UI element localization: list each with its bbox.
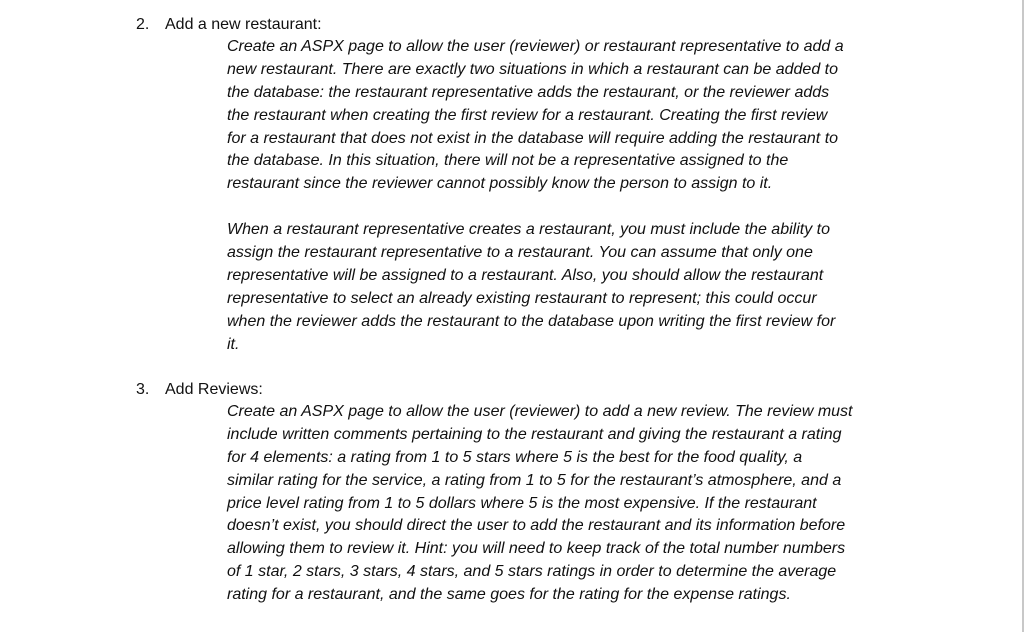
paragraph-add-restaurant-intro [0,36,1024,196]
text-line: similar rating for the service, a rating from 1 to 5 for the restaurant’s atmosphere, and a [227,471,842,489]
text-line: restaurant since the reviewer cannot possibly know the person to assign to it. [227,175,773,193]
text-line: rating for a restaurant, and the same goes for the rating for the expense ratings. [227,586,791,604]
paragraph-add-reviews [0,401,1024,607]
text-line: when the reviewer adds the restaurant to the database upon writing the first review for [227,312,836,330]
text-line: Create an ASPX page to allow the user (reviewer) or restaurant representative to add a [227,38,844,55]
text-line: for a restaurant that does not exist in the database will require adding the restaurant to [227,129,839,147]
list-number: 2. [136,16,150,33]
text-line: the database. In this situation, there will not be a representative assigned to the [227,152,789,170]
text-line: the database: the restaurant representative adds the restaurant, or the reviewer adds [227,83,830,101]
text-line: assign the restaurant representative to a restaurant. You can assume that only one [227,244,813,262]
text-line: allowing them to review it. Hint: you will need to keep track of the total number numbers [227,540,846,558]
list-number: 3. [136,381,150,398]
text-line: price level rating from 1 to 5 dollars where 5 is the most expensive. If the restaurant [227,494,817,512]
paragraph-representative-assignment [0,219,1024,356]
text-line: include written comments pertaining to the restaurant and giving the restaurant a rating [227,425,842,443]
text-line: representative to select an already existing restaurant to represent; this could occur [227,289,817,307]
text-line: representative will be assigned to a restaurant. Also, you should allow the restaurant [227,267,824,285]
list-item-add-reviews [0,379,1024,607]
list-item-add-restaurant [0,14,1024,357]
text-line: Create an ASPX page to allow the user (reviewer) to add a new review. The review must [227,403,853,420]
text-line: for 4 elements: a rating from 1 to 5 stars where 5 is the best for the food quality, a [227,448,803,466]
text-line: new restaurant. There are exactly two situations in which a restaurant can be added to [227,60,839,78]
section-title: Add a new restaurant: [165,16,322,33]
text-line: of 1 star, 2 stars, 3 stars, 4 stars, and 5 stars ratings in order to determine the average [227,563,837,581]
text-line: the restaurant when creating the first review for a restaurant. Creating the first review [227,106,828,124]
section-heading [0,379,1024,401]
paragraph-spacer [0,196,1024,219]
text-line: When a restaurant representative creates a restaurant, you must include the ability to [227,221,830,239]
text-line: doesn’t exist, you should direct the user to add the restaurant and its information before [227,517,846,535]
section-heading [0,14,1024,36]
section-title: Add Reviews: [165,381,263,398]
text-line: it. [227,335,240,353]
